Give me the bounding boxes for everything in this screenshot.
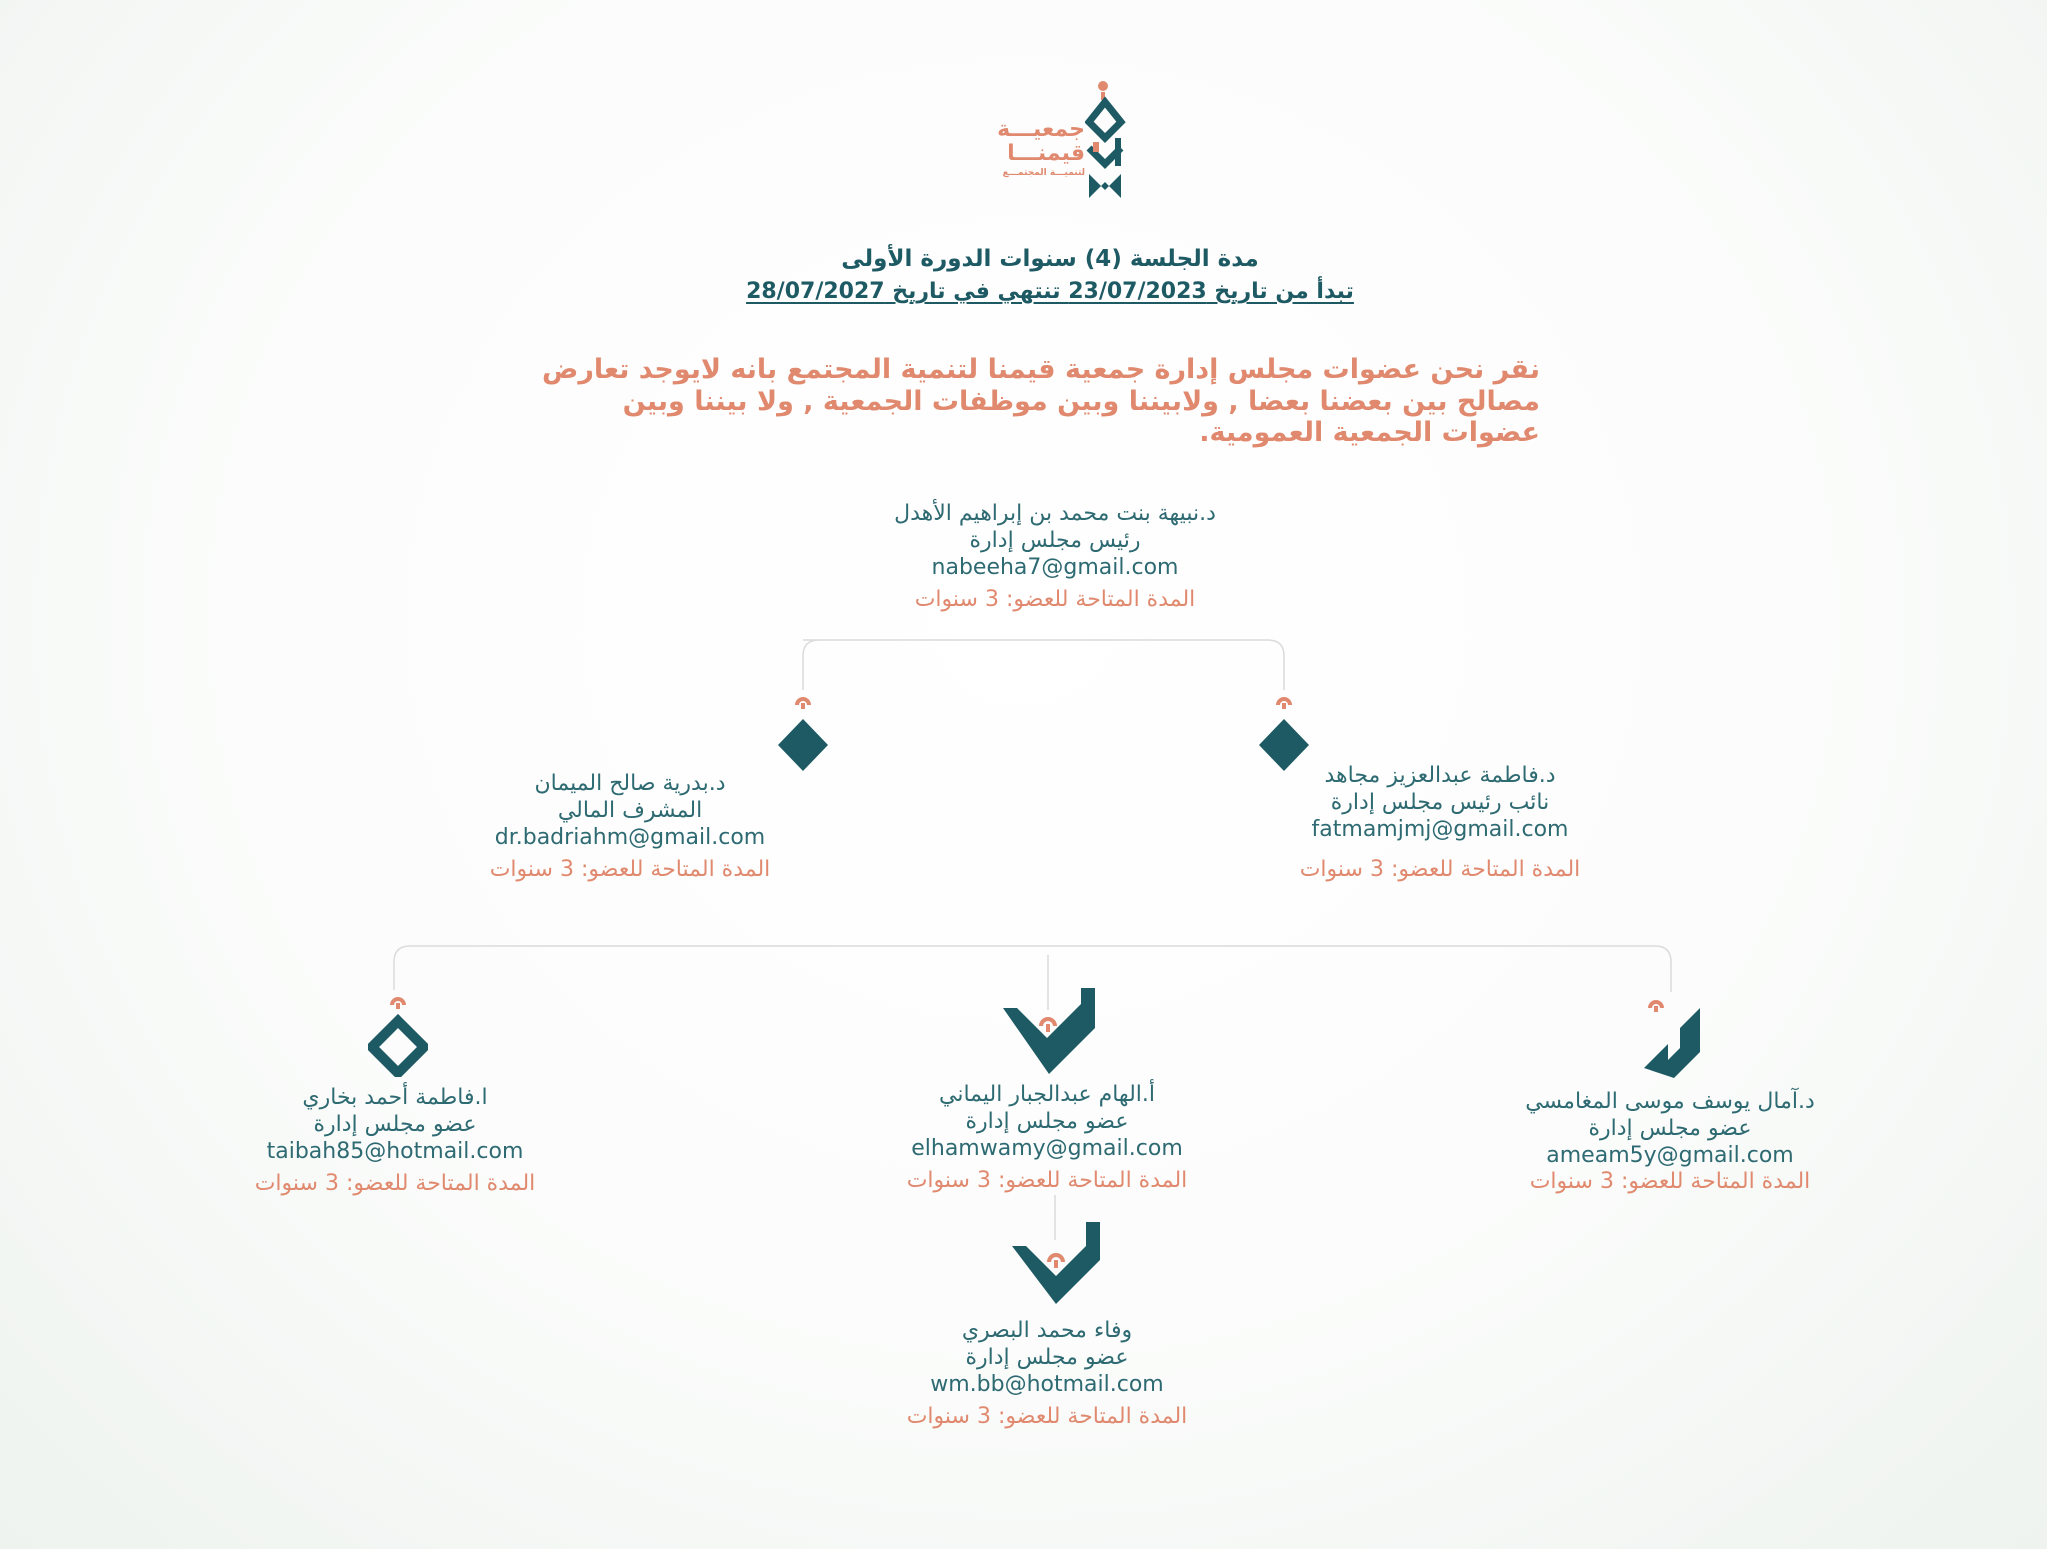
diamond-icon-vice <box>1258 693 1310 773</box>
member-email: taibah85@hotmail.com <box>266 1138 524 1164</box>
member-role: نائب رئيس مجلس إدارة <box>1330 789 1550 815</box>
member-name: د.نبيهة بنت محمد بن إبراهيم الأهدل <box>894 501 1216 526</box>
connector-level3-branch <box>394 946 1671 992</box>
member-email: elhamwamy@gmail.com <box>911 1135 1183 1161</box>
member-card-vice <box>1240 763 1640 884</box>
member-term: المدة المتاحة للعضو: 3 سنوات <box>1299 857 1581 883</box>
member-term: المدة المتاحة للعضو: 3 سنوات <box>906 1404 1188 1430</box>
member-term: المدة المتاحة للعضو: 3 سنوات <box>1529 1169 1811 1195</box>
member-term: المدة المتاحة للعضو: 3 سنوات <box>489 857 771 883</box>
member-name: د.فاطمة عبدالعزيز مجاهد <box>1324 763 1556 788</box>
session-title: مدة الجلسة (4) سنوات الدورة الأولى <box>841 246 1259 272</box>
member-email: dr.badriahm@gmail.com <box>494 824 766 850</box>
chevron-icon-elham <box>1001 988 1097 1074</box>
member-name: أ.الهام عبدالجبار اليماني <box>938 1082 1155 1107</box>
member-card-amal <box>1470 1089 1870 1196</box>
member-card-fatima <box>210 1085 580 1198</box>
member-role: عضو مجلس إدارة <box>313 1111 477 1137</box>
member-email: fatmamjmj@gmail.com <box>1311 816 1569 842</box>
logo-line-3: لتنميـــة المجتمـــع <box>1002 168 1085 179</box>
member-email: wm.bb@hotmail.com <box>930 1371 1164 1397</box>
member-role: رئيس مجلس إدارة <box>969 527 1141 553</box>
member-term: المدة المتاحة للعضو: 3 سنوات <box>914 587 1196 613</box>
member-role: المشرف المالي <box>557 797 703 823</box>
leaf-icon-amal <box>1640 998 1704 1078</box>
member-role: عضو مجلس إدارة <box>965 1108 1129 1134</box>
member-name: ا.فاطمة أحمد بخاري <box>302 1085 488 1110</box>
member-name: د.بدرية صالح الميمان <box>534 771 726 796</box>
member-card-finance <box>420 771 840 884</box>
member-name: وفاء محمد البصري <box>961 1318 1133 1343</box>
declaration-text: نقر نحن عضوات مجلس إدارة جمعية قيمنا لتنمية المجتمع بانه لايوجد تعارض مصالح بين بعضنا بعضا , ولابيننا وبين موظفات الجمعية , ولا بيننا وبين عضوات الجمعية العمومية. <box>542 354 1540 449</box>
member-card-wafa <box>857 1318 1237 1431</box>
member-card-chair <box>830 501 1280 614</box>
member-email: nabeeha7@gmail.com <box>931 554 1179 580</box>
session-dates: تبدأ من تاريخ 23/07/2023 تنتهي في تاريخ 28/07/2027 <box>746 279 1354 304</box>
chevron-icon-wafa <box>1010 1220 1102 1306</box>
diamond-outline-icon-fatima <box>368 993 428 1077</box>
diamond-icon-finance <box>777 693 829 773</box>
connector-chair-branch <box>803 640 1284 690</box>
logo-line-1: جمعيـــة <box>997 117 1085 142</box>
member-name: د.آمال يوسف موسى المغامسي <box>1525 1089 1815 1114</box>
member-card-elham <box>857 1082 1237 1195</box>
logo <box>990 78 1140 208</box>
logo-line-2: قيمنـــا <box>1007 141 1085 167</box>
member-email: ameam5y@gmail.com <box>1546 1142 1794 1168</box>
wheat-logo-icon <box>1085 78 1135 206</box>
member-term: المدة المتاحة للعضو: 3 سنوات <box>906 1168 1188 1194</box>
logo-text <box>990 118 1085 179</box>
member-role: عضو مجلس إدارة <box>965 1344 1129 1370</box>
member-term: المدة المتاحة للعضو: 3 سنوات <box>254 1171 536 1197</box>
member-role: عضو مجلس إدارة <box>1588 1115 1752 1141</box>
